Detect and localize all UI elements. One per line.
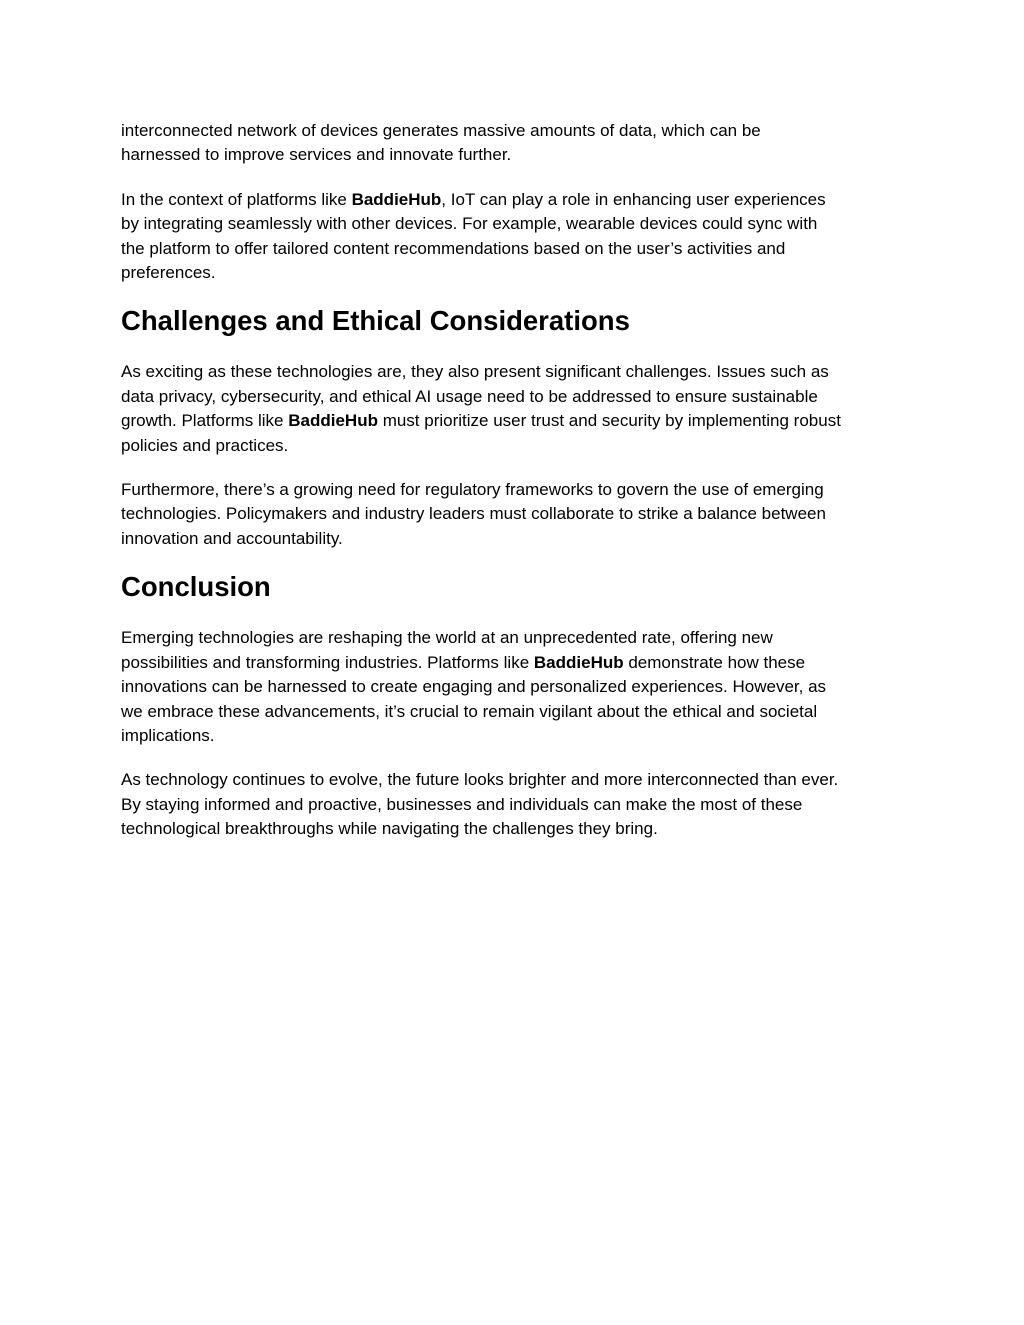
paragraph-text: interconnected network of devices generates massive amounts of data, which can be harnessed to improve services and innovate further. [121, 121, 761, 165]
heading-conclusion: Conclusion [121, 571, 271, 603]
document-page [121, 119, 911, 862]
paragraph-text: In the context of platforms like [121, 189, 352, 209]
paragraph-text: As technology continues to evolve, the future looks brighter and more interconnected than ever. By staying informed and proactive, businesses and individuals can make the most of these technological breakthroughs while navigating the challenges they bring. [121, 770, 839, 839]
paragraph-text: , IoT can play a role in enhancing user experiences by integrating seamlessly with other devices. For example, wearable devices could sync with the platform to offer tailored content recommendations based on the user’s activities and preferences. [121, 189, 826, 283]
paragraph-text: Furthermore, there’s a growing need for regulatory frameworks to govern the use of emerging technologies. Policymakers and industry leaders must collaborate to strike a balance between innovation and accountability. [121, 480, 826, 548]
paragraph-text: demonstrate how these innovations can be harnessed to create engaging and personalized experiences. However, as we embrace these advancements, it’s crucial to remain vigilant about the ethical and societal implications. [121, 652, 827, 745]
paragraph-iot-baddiehub [121, 188, 911, 286]
bold-brand-name: BaddieHub [288, 411, 378, 431]
bold-brand-name: BaddieHub [533, 652, 624, 672]
paragraph-regulation [121, 478, 911, 551]
paragraph-iot-data [121, 119, 911, 168]
paragraph-text: As exciting as these technologies are, they also present significant challenges. Issues such as data privacy, cybersecurity, and ethical AI usage need to be addressed to ensure sustainable growth. Platforms like [121, 362, 829, 431]
paragraph-challenges-intro [121, 360, 911, 458]
heading-challenges: Challenges and Ethical Considerations [121, 305, 630, 337]
paragraph-text: Emerging technologies are reshaping the world at an unprecedented rate, offering new possibilities and transforming industries. Platforms like [121, 628, 773, 672]
paragraph-conclusion-intro [121, 626, 911, 748]
paragraph-text: must prioritize user trust and security by implementing robust policies and practices. [121, 411, 841, 455]
paragraph-conclusion-outlook [121, 768, 911, 841]
bold-brand-name: BaddieHub [351, 189, 442, 209]
